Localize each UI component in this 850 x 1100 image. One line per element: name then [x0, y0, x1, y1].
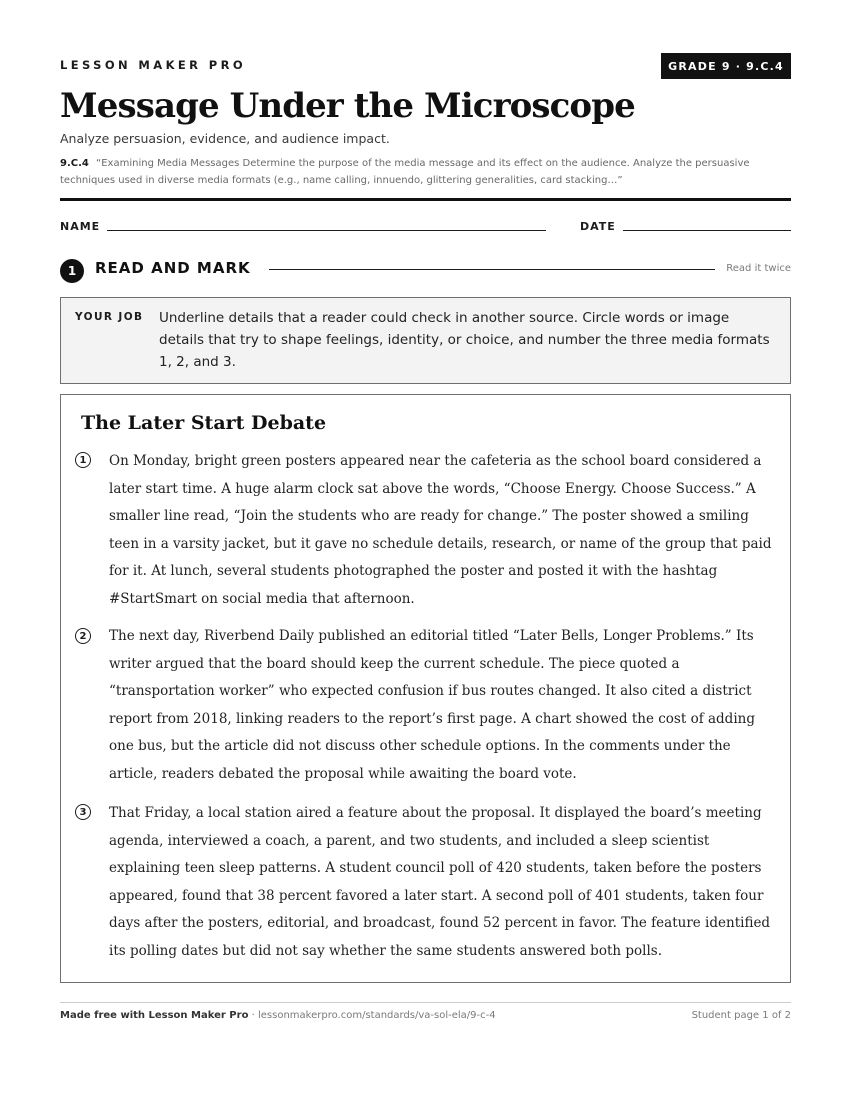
date-field-line[interactable] — [623, 230, 791, 231]
worksheet-page — [60, 0, 791, 1100]
section-title: READ AND MARK — [95, 259, 251, 277]
instructions-box — [60, 297, 791, 384]
paragraph-text: On Monday, bright green posters appeared near the cafeteria as the school board considered a later start time. A huge alarm clock sat above the words, “Choose Energy. Choose Success.” A smaller line read, “Join the students who are ready for change.” The poster showed a smiling teen in a varsity jacket, but it gave no schedule details, research, or name of the group that paid for it. At lunch, several students photographed the poster and posted it with the hashtag #StartSmart on social media that afternoon. — [109, 453, 772, 607]
instructions-text: Underline details that a reader could check in another source. Circle words or image details that try to shape feelings, identity, or choice, and number the three media formats 1, 2, and 3. — [159, 310, 770, 370]
paragraph-text: That Friday, a local station aired a feature about the proposal. It displayed the board’s meeting agenda, interviewed a coach, a parent, and two students, and included a sleep scientist explaining teen sleep patterns. A student council poll of 420 students, taken before the posters appeared, found that 38 percent favored a later start. A second poll of 401 students, taken four days after the posters, editorial, and broadcast, found 52 percent in favor. The feature identified its polling dates but did not say whether the same students answered both polls. — [109, 805, 771, 959]
page-title: Message Under the Microscope — [60, 86, 635, 126]
name-field-line[interactable] — [107, 230, 546, 231]
step-number-badge: 1 — [60, 259, 84, 283]
section-divider — [269, 269, 715, 270]
standard-code: 9.C.4 — [60, 158, 89, 169]
footer-divider — [60, 1002, 791, 1003]
standard-description — [60, 155, 785, 189]
grade-badge: GRADE 9 · 9.C.4 — [661, 53, 791, 79]
passage-title: The Later Start Debate — [81, 412, 327, 434]
standard-text: “Examining Media Messages Determine the purpose of the media message and its effect on the audience. Analyze the persuasive techniques used in diverse media formats (e.g., name calling, innuendo, glittering generalities, card stacking…” — [60, 158, 750, 186]
brand-name: LESSON MAKER PRO — [60, 58, 247, 72]
page-indicator: Student page 1 of 2 — [691, 1010, 791, 1021]
header-divider — [60, 198, 791, 201]
date-label: DATE — [580, 220, 616, 233]
reading-passage-box — [60, 394, 791, 983]
footer-separator: · — [248, 1010, 258, 1021]
paragraph-number-badge: 1 — [75, 452, 91, 468]
section-note: Read it twice — [726, 263, 791, 274]
footer-credit — [60, 1010, 496, 1021]
name-label: NAME — [60, 220, 101, 233]
footer-url-link[interactable]: lessonmakerpro.com/standards/va-sol-ela/9-c-4 — [257, 1010, 496, 1021]
page-subtitle: Analyze persuasion, evidence, and audience impact. — [60, 131, 390, 146]
paragraph-text: The next day, Riverbend Daily published an editorial titled “Later Bells, Longer Problems.” Its writer argued that the board should keep the current schedule. The piece quoted a “transportation worker” who expected confusion if bus routes changed. It also cited a district report from 2018, linking readers to the report’s first page. A chart showed the cost of adding one bus, but the article did not discuss other schedule options. In the comments under the article, readers debated the proposal while awaiting the board vote. — [109, 628, 755, 782]
paragraph-number-badge: 3 — [75, 804, 91, 820]
paragraph-number-badge: 2 — [75, 628, 91, 644]
footer-made-with: Made free with Lesson Maker Pro — [60, 1010, 249, 1021]
instructions-label: YOUR JOB — [75, 311, 144, 323]
